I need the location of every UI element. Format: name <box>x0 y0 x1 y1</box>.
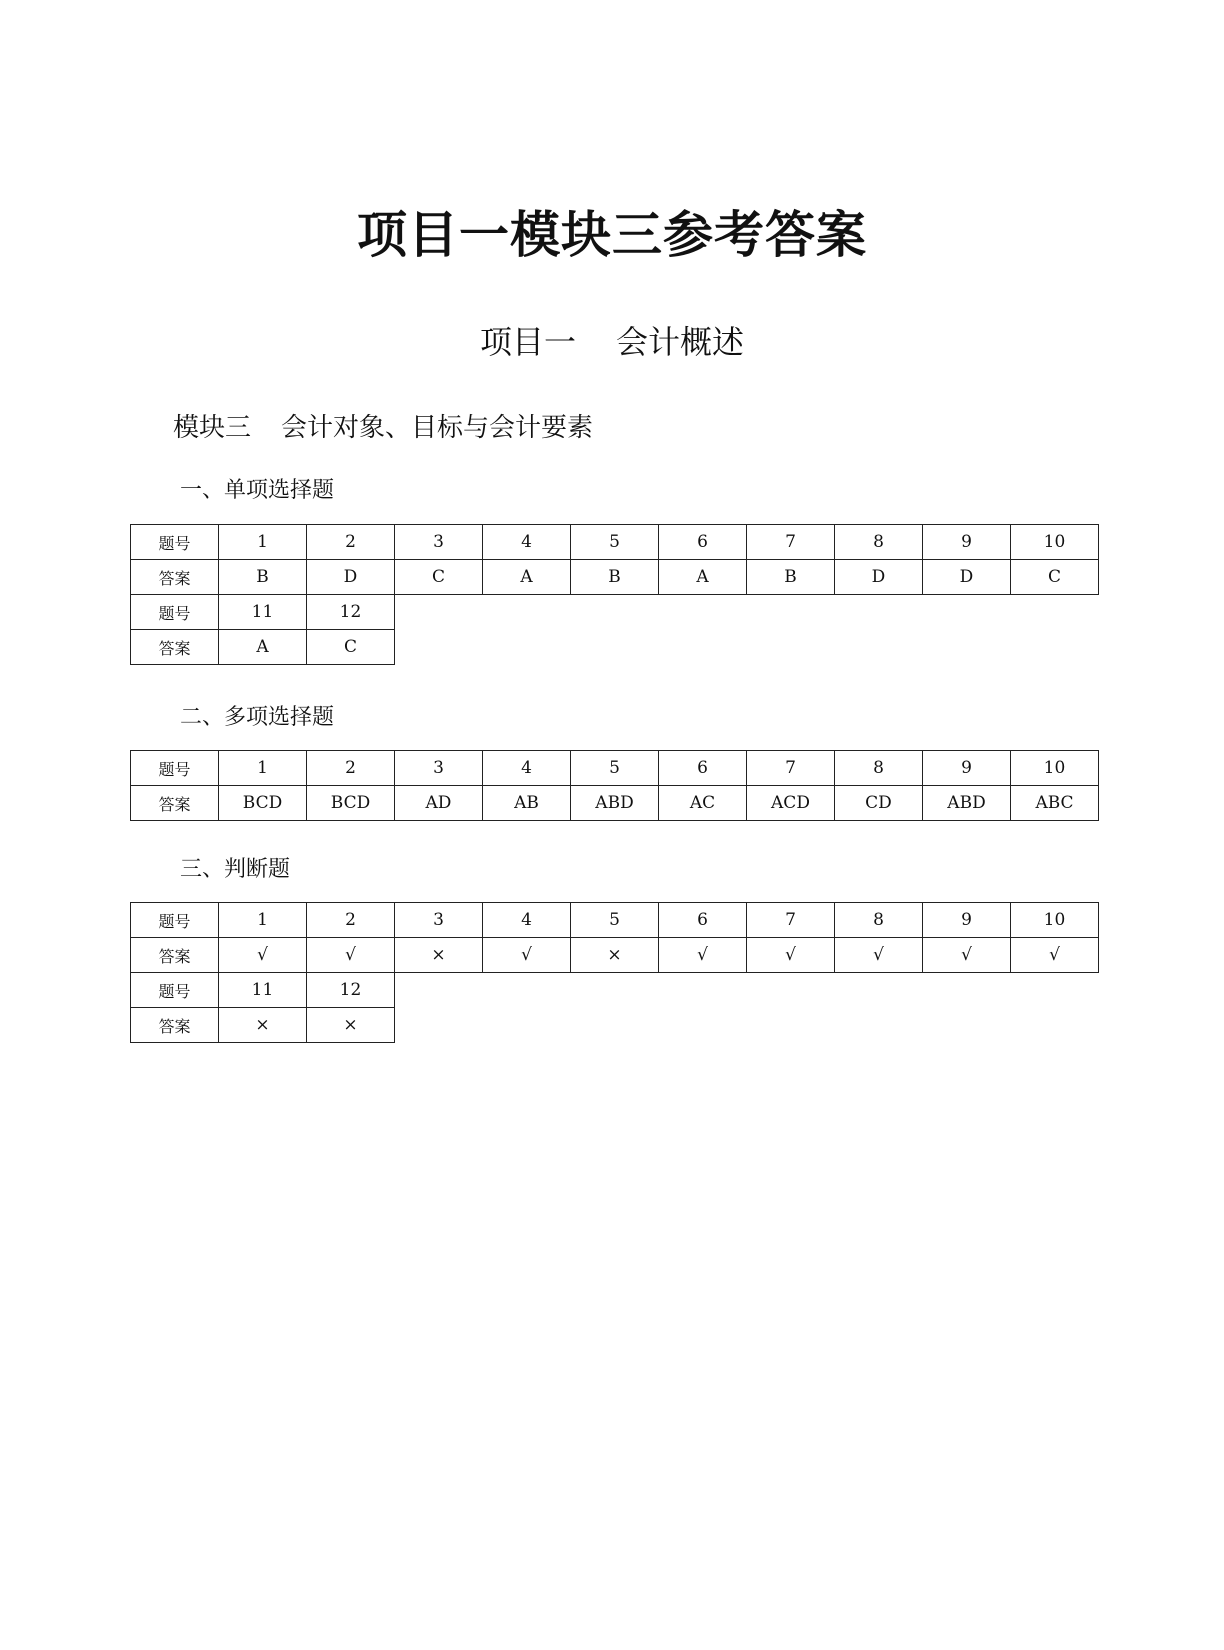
question-number: 11 <box>219 595 307 630</box>
answer-cell: B <box>571 560 659 595</box>
question-number: 4 <box>483 751 571 786</box>
question-number: 5 <box>571 525 659 560</box>
question-number: 10 <box>1011 903 1099 938</box>
answer-cell: A <box>219 630 307 665</box>
document-title: 项目一模块三参考答案 <box>357 205 867 264</box>
answer-cell: √ <box>219 938 307 973</box>
answer-row <box>131 786 1099 821</box>
row-label-answer: 答案 <box>131 786 219 821</box>
project-number: 项目一 <box>479 323 576 361</box>
answer-cell: C <box>307 630 395 665</box>
question-number-row <box>131 595 1099 630</box>
table-body <box>131 903 1099 1043</box>
module-number: 模块三 <box>173 413 252 443</box>
module-heading <box>173 410 593 446</box>
section-heading-multiple-choice: 二、多项选择题 <box>180 705 335 730</box>
question-number: 9 <box>923 903 1011 938</box>
row-label-question: 题号 <box>131 903 219 938</box>
question-number: 9 <box>923 525 1011 560</box>
answer-cell: √ <box>307 938 395 973</box>
section-heading-true-false: 三、判断题 <box>180 857 291 882</box>
answer-cell: A <box>483 560 571 595</box>
question-number: 10 <box>1011 525 1099 560</box>
table-body <box>131 751 1099 821</box>
question-number: 4 <box>483 525 571 560</box>
answer-cell: √ <box>483 938 571 973</box>
answer-cell: AD <box>395 786 483 821</box>
answer-row <box>131 630 1099 665</box>
question-number: 8 <box>835 525 923 560</box>
question-number: 1 <box>219 525 307 560</box>
answer-cell: C <box>395 560 483 595</box>
table-body <box>131 525 1099 665</box>
question-number: 2 <box>307 903 395 938</box>
answer-cell: BCD <box>219 786 307 821</box>
answer-cell: BCD <box>307 786 395 821</box>
row-label-question: 题号 <box>131 751 219 786</box>
question-number-row <box>131 525 1099 560</box>
empty-cell <box>395 973 1099 1008</box>
answer-cell: √ <box>1011 938 1099 973</box>
answer-cell: CD <box>835 786 923 821</box>
question-number: 1 <box>219 751 307 786</box>
question-number: 6 <box>659 903 747 938</box>
row-label-answer: 答案 <box>131 1008 219 1043</box>
answer-cell: √ <box>659 938 747 973</box>
row-label-question: 题号 <box>131 595 219 630</box>
empty-cell <box>395 630 1099 665</box>
answer-cell: × <box>307 1008 395 1043</box>
row-label-answer: 答案 <box>131 560 219 595</box>
question-number: 10 <box>1011 751 1099 786</box>
question-number: 2 <box>307 751 395 786</box>
answer-cell: ACD <box>747 786 835 821</box>
question-number-row <box>131 903 1099 938</box>
project-name: 会计概述 <box>616 323 745 361</box>
section-heading-single-choice: 一、单项选择题 <box>180 478 335 503</box>
row-label-question: 题号 <box>131 525 219 560</box>
question-number: 9 <box>923 751 1011 786</box>
question-number: 6 <box>659 751 747 786</box>
answer-cell: D <box>835 560 923 595</box>
question-number-row <box>131 973 1099 1008</box>
project-heading <box>0 320 1224 364</box>
answer-table-true-false <box>130 902 1099 1043</box>
question-number: 5 <box>571 903 659 938</box>
row-label-question: 题号 <box>131 973 219 1008</box>
answer-cell: × <box>571 938 659 973</box>
answer-cell: AC <box>659 786 747 821</box>
question-number: 3 <box>395 903 483 938</box>
answer-cell: B <box>747 560 835 595</box>
answer-row <box>131 560 1099 595</box>
answer-row <box>131 1008 1099 1043</box>
empty-cell <box>395 595 1099 630</box>
answer-cell: × <box>395 938 483 973</box>
answer-cell: AB <box>483 786 571 821</box>
row-label-answer: 答案 <box>131 630 219 665</box>
question-number: 1 <box>219 903 307 938</box>
answer-cell: √ <box>923 938 1011 973</box>
row-label-answer: 答案 <box>131 938 219 973</box>
question-number: 11 <box>219 973 307 1008</box>
answer-table-multiple-choice <box>130 750 1099 821</box>
answer-cell: B <box>219 560 307 595</box>
answer-cell: A <box>659 560 747 595</box>
empty-cell <box>395 1008 1099 1043</box>
answer-cell: × <box>219 1008 307 1043</box>
question-number-row <box>131 751 1099 786</box>
answer-cell: ABD <box>571 786 659 821</box>
answer-cell: D <box>923 560 1011 595</box>
answer-cell: √ <box>835 938 923 973</box>
answer-cell: ABD <box>923 786 1011 821</box>
question-number: 2 <box>307 525 395 560</box>
answer-cell: ABC <box>1011 786 1099 821</box>
question-number: 7 <box>747 751 835 786</box>
module-name: 会计对象、目标与会计要素 <box>281 413 594 443</box>
question-number: 4 <box>483 903 571 938</box>
question-number: 8 <box>835 903 923 938</box>
answer-cell: D <box>307 560 395 595</box>
question-number: 5 <box>571 751 659 786</box>
question-number: 3 <box>395 751 483 786</box>
question-number: 7 <box>747 525 835 560</box>
question-number: 3 <box>395 525 483 560</box>
answer-row <box>131 938 1099 973</box>
question-number: 8 <box>835 751 923 786</box>
answer-cell: √ <box>747 938 835 973</box>
answer-table-single-choice <box>130 524 1099 665</box>
question-number: 7 <box>747 903 835 938</box>
question-number: 6 <box>659 525 747 560</box>
question-number: 12 <box>307 595 395 630</box>
question-number: 12 <box>307 973 395 1008</box>
answer-cell: C <box>1011 560 1099 595</box>
